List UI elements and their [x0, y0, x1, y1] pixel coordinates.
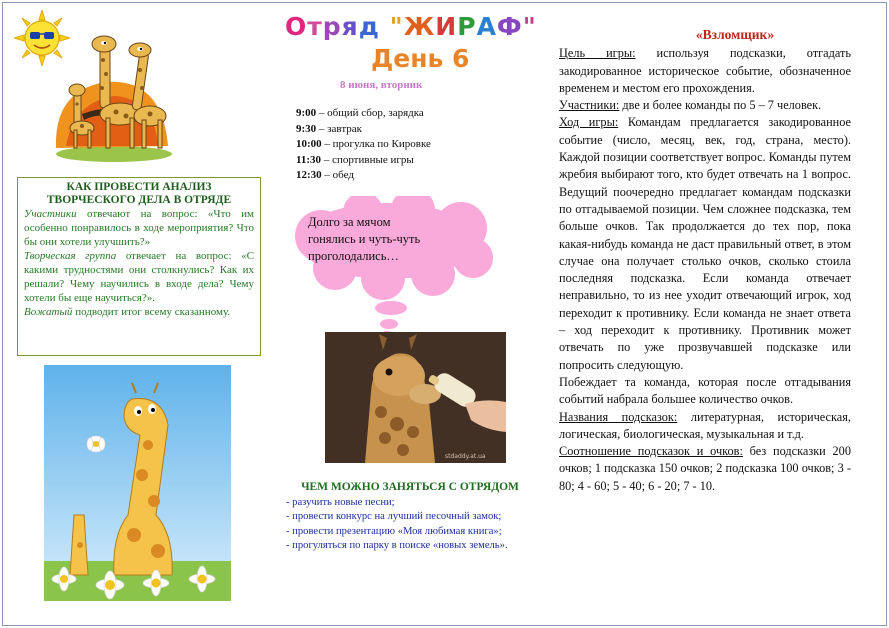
- game-course: Ход игры: Командам предлагается закодированное событие (число, месяц, век, год, страна, место). Каждой позиции соответствует вопрос. Команды путем жребия выбирают того, кто будет отвечать на 1 вопрос. Ведущий поочередно предлагает командам подсказки по отгадываемой позиции. Чем сложнее подсказка, тем больше очков. Так продолжается до тех пор, пока какая-нибудь команда не даст правильный ответ, в этом случае она получает столько очков, сколько стоила последняя подсказка. Если команда отвечает неправильно, то из нее уходит отвечающий игрок, ход переходит к противнику. Если команда не знает ответа – ход переходит к противнику. Противник может отвечать по уже прозвучавшей подсказке или попросить следующую.: [559, 115, 851, 372]
- giraffe-daisies-illustration: [44, 365, 231, 601]
- title-letter: р: [322, 12, 342, 41]
- title-letter: Ж: [403, 12, 436, 41]
- date-line: 8 июня, вторник: [340, 79, 423, 91]
- analysis-box: [17, 177, 261, 356]
- game-title: «Взломщик»: [695, 27, 775, 42]
- analysis-counselor: Вожатый подводит итог всему сказанному.: [24, 306, 231, 318]
- page-title: [285, 12, 537, 41]
- schedule-list: [296, 106, 431, 184]
- day-number: День 6: [371, 44, 470, 73]
- title-letter: [380, 12, 390, 41]
- title-letter: И: [435, 12, 458, 41]
- title-letter: ": [389, 12, 404, 41]
- list-item: - прогуляться по парку в поиске «новых земель».: [286, 539, 508, 551]
- thought-text: Долго за мячом гонялись и чуть-чуть проголодались…: [308, 215, 421, 263]
- title-letter: я: [341, 12, 359, 41]
- title-letter: О: [285, 12, 308, 41]
- schedule-item: 11:30 – спортивные игры: [296, 153, 414, 166]
- game-hint-names: Названия подсказок: литературная, историческая, логическая, биологическая, музыкальная и т.д.: [559, 409, 851, 441]
- game-winner: Побеждает та команда, которая после отгадывания событий набрала большее количество очков.: [559, 374, 851, 407]
- analysis-title: КАК ПРОВЕСТИ АНАЛИЗ ТВОРЧЕСКОГО ДЕЛА В ОТРЯДЕ: [46, 181, 232, 206]
- title-letter: А: [476, 12, 497, 41]
- list-item: - провести презентацию «Моя любимая книга»;: [286, 525, 502, 537]
- list-item: - провести конкурс на лучший песочный замок;: [286, 511, 502, 523]
- game-participants: Участники: две и более команды по 5 – 7 человек.: [559, 98, 822, 113]
- giraffes-sunset-illustration: [44, 30, 182, 164]
- photo-watermark: stdaddy.at.ua: [445, 453, 486, 460]
- analysis-participants: Участники отвечают на вопрос: «Что им особенно понравилось в ходе мероприятия? Что бы они хотели улучшить?»: [24, 208, 254, 248]
- title-letter: Р: [457, 12, 477, 41]
- analysis-creative-group: Творческая группа отвечает на вопрос: «С какими трудностями они столкнулись? Как их решали? Чему научились в входе дела? Чему хотели бы еще научиться?».: [24, 250, 254, 304]
- list-item: - разучить новые песни;: [286, 497, 395, 509]
- title-letter: д: [358, 12, 380, 41]
- schedule-item: 12:30 – обед: [296, 169, 354, 182]
- schedule-item: 10:00 – прогулка по Кировке: [296, 138, 431, 151]
- schedule-item: 9:30 – завтрак: [296, 122, 362, 135]
- title-letter: Ф: [496, 12, 523, 41]
- title-letter: т: [307, 12, 323, 41]
- activities-section: [286, 480, 534, 553]
- schedule-item: 9:00 – общий сбор, зарядка: [296, 107, 424, 119]
- game-hint-points: Соотношение подсказок и очков: без подсказки 200 очков; 1 подсказка 150 очков; 2 подсказка 100 очков; 3 - 80; 4 - 60; 5 - 40; 6 - 20; 7 - 10.: [559, 444, 851, 493]
- baby-giraffe-photo: [325, 332, 506, 463]
- title-letter: ": [522, 12, 537, 41]
- game-goal: Цель игры: используя подсказки, отгадать закодированное историческое событие, обозначенное временем и местом его прохождения.: [559, 46, 852, 95]
- activities-title: ЧЕМ МОЖНО ЗАНЯТЬСЯ С ОТРЯДОМ: [301, 481, 519, 493]
- game-description: [559, 26, 851, 495]
